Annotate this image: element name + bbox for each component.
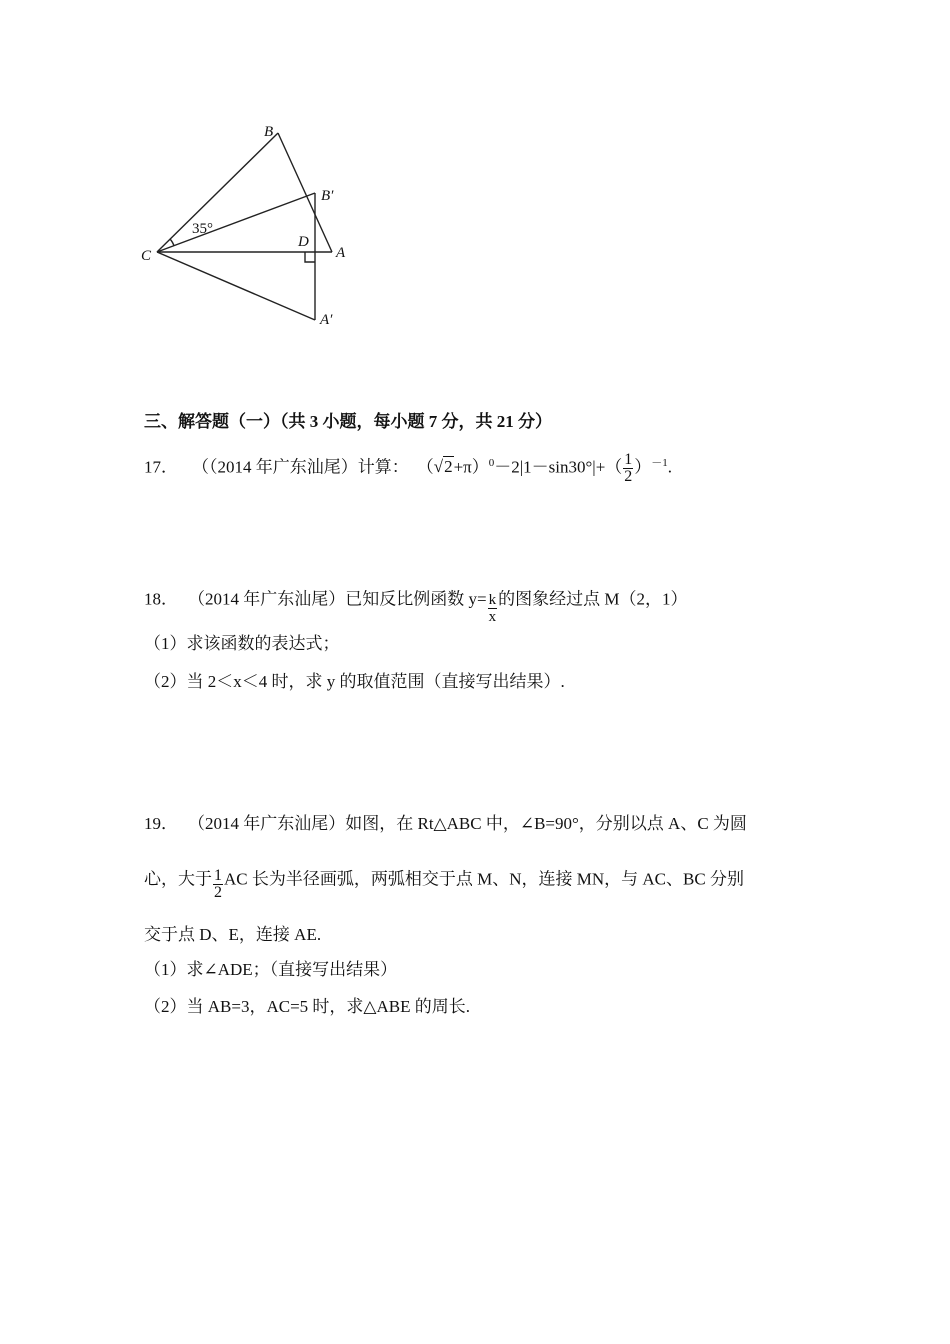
- q19-fraction: [213, 868, 223, 901]
- sqrt-expression: √2: [433, 457, 453, 477]
- q17-end: .: [667, 457, 673, 477]
- q18-number: 18．: [144, 589, 178, 609]
- q17-frac-num: 1: [624, 451, 633, 468]
- label-d: D: [298, 234, 309, 250]
- label-angle: 35°: [192, 221, 213, 237]
- q17-number: 17．: [144, 457, 178, 477]
- section-title: 三、解答题（一）（共 3 小题，每小题 7 分，共 21 分）: [144, 412, 552, 431]
- question-18: [144, 584, 688, 625]
- q17-frac-den: 2: [624, 468, 633, 485]
- q19-part1: （1）求∠ADE；（直接写出结果）: [144, 960, 398, 979]
- q18-part2: （2）当 2＜x＜4 时，求 y 的取值范围（直接写出结果）.: [144, 672, 565, 691]
- q19-part2: （2）当 AB=3，AC=5 时，求△ABE 的周长.: [144, 997, 470, 1016]
- segment-cb-prime: [157, 193, 315, 252]
- q19-line1: （2014 年广东汕尾）如图，在 Rt△ABC 中，∠B=90°，分别以点 A、C 为圆: [188, 814, 747, 833]
- q18-prefix: （2014 年广东汕尾）已知反比例函数 y=: [188, 589, 487, 609]
- q17-middle: －2|1－sin30°|+: [494, 457, 606, 477]
- q17-exp0: 0: [488, 456, 495, 469]
- label-a: A: [336, 245, 346, 261]
- label-a-prime: A′: [320, 312, 333, 328]
- q19-line3: 交于点 D、E，连接 AE.: [144, 925, 322, 944]
- angle-arc: [170, 239, 174, 246]
- q17-exp-neg1: －1: [651, 456, 668, 469]
- q17-open: （: [416, 457, 434, 477]
- q17-source: （（2014 年广东汕尾）计算：: [192, 457, 409, 477]
- q19-number: 19．: [144, 814, 178, 833]
- q17-open2: （: [605, 457, 623, 477]
- q19-frac-den: 2: [214, 884, 222, 901]
- q17-close2: ）: [634, 457, 652, 477]
- label-b: B: [264, 124, 274, 140]
- q18-fraction: [488, 592, 498, 625]
- q19-line2-suffix: AC 长为半径画弧，两弧相交于点 M、N，连接 MN，与 AC、BC 分别: [224, 869, 744, 889]
- q17-fraction: [623, 452, 633, 485]
- q19-line2-prefix: 心，大于: [144, 869, 212, 889]
- geometry-figure: [0, 0, 400, 360]
- label-c: C: [141, 248, 152, 264]
- q18-suffix: 的图象经过点 M（2，1）: [498, 589, 688, 609]
- question-19-line1: [144, 814, 747, 834]
- label-b-prime: B′: [321, 188, 334, 204]
- q17-plus-pi: +π）: [453, 457, 489, 477]
- segment-cb: [157, 133, 278, 252]
- question-19-line2: [144, 864, 744, 901]
- q18-part1: （1）求该函数的表达式；: [144, 634, 340, 653]
- right-angle-mark: [305, 252, 315, 262]
- sqrt-arg: 2: [444, 457, 453, 477]
- q18-frac-den: x: [488, 609, 497, 625]
- q18-frac-num: k: [488, 592, 497, 608]
- question-17: [144, 452, 672, 485]
- segment-ca-prime: [157, 252, 315, 320]
- q19-frac-num: 1: [214, 867, 222, 884]
